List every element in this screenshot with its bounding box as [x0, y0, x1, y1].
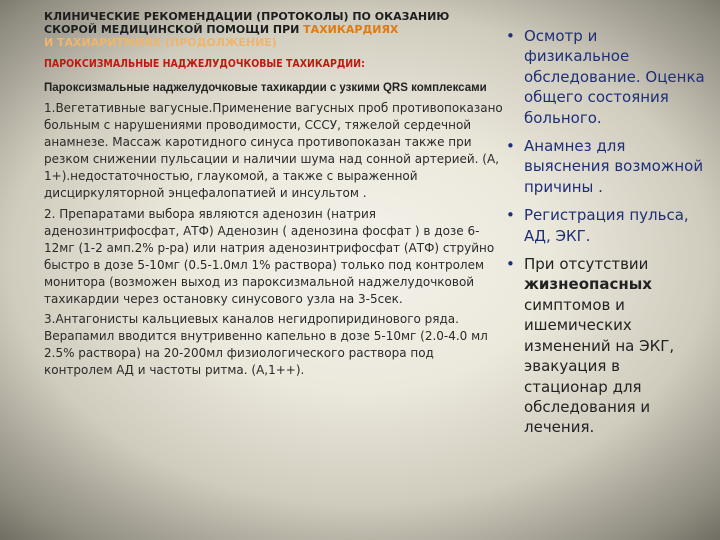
left-column: [44, 10, 504, 380]
bullet-text: Осмотр и физикальное обследование. Оценка общего состояния больного.: [524, 27, 705, 127]
bullet-text-post: симптомов и ишемических изменений на ЭКГ, эвакуация в стационар для обследования и лечения.: [524, 295, 675, 437]
bullet-text-bold: жизнеопасных: [524, 275, 652, 294]
bullet-item-anamnesis: [506, 136, 706, 197]
title-accent: ТАХИКАРДИЯХ: [303, 23, 399, 36]
bullet-icon: •: [506, 255, 515, 274]
subheading: Пароксизмальные наджелудочковые тахикардии с узкими QRS комплексами: [44, 82, 487, 94]
bullet-text: Анамнез для выяснения возможной причины .: [524, 137, 704, 196]
bullet-text: Регистрация пульса, АД, ЭКГ.: [524, 206, 689, 245]
right-column: [506, 26, 706, 446]
title-faded: И ТАХИАРИТМИЯХ (ПРОДОЛЖЕНИЕ): [44, 36, 277, 49]
bullet-text-pre: При отсутствии: [524, 255, 649, 274]
bullet-item-evacuation: [506, 254, 706, 438]
bullet-list: [506, 26, 706, 438]
title-main: КЛИНИЧЕСКИЕ РЕКОМЕНДАЦИИ (ПРОТОКОЛЫ) ПО ОКАЗАНИЮ СКОРОЙ МЕДИЦИНСКОЙ ПОМОЩИ ПРИ: [44, 10, 450, 36]
bullet-item-registration: [506, 205, 706, 246]
bullet-icon: •: [506, 27, 515, 45]
bullet-icon: •: [506, 137, 515, 156]
bullet-item-examination: [506, 26, 706, 128]
section-heading: ПАРОКСИЗМАЛЬНЫЕ НАДЖЕЛУДОЧКОВЫЕ ТАХИКАРДИИ:: [44, 58, 365, 70]
paragraph-1: 1.Вегетативные вагусные.Применение вагусных проб противопоказано больным с нарушениями проводимости, СССУ, тяжелой сердечной анамнезе. Массаж каротидного синуса противопоказан также при резком снижении пульсации и наличии шума над сонной артерией. (А, 1+).недостаточностью, глаукомой, а также с выраженной дисциркуляторной энцефалопатией и инсультом .: [44, 101, 503, 201]
paragraph-2: 2. Препаратами выбора являются аденозин (натрия аденозинтрифосфат, АТФ) Аденозин ( аденозина фосфат ) в дозе 6-12мг (1-2 амп.2% р-ра) или натрия аденозинтрифосфат (АТФ) струйно быстро в дозе 5-10мг (0.5-1.0мл 1% раствора) только под контролем монитора (возможен выход из пароксизмальной наджелудочковой тахикардии через остановку синусового узла на 3-5сек.: [44, 206, 495, 307]
bullet-icon: •: [506, 206, 515, 225]
paragraph-3: 3.Антагонисты кальциевых каналов негидропиридинового ряда. Верапамил вводится внутривенно капельно в дозе 5-10мг (2.0-4.0 мл 2.5% раствора) на 20-200мл физиологического раствора под контролем АД и частоты ритма. (А,1++).: [44, 312, 488, 378]
slide-title: [44, 10, 504, 49]
